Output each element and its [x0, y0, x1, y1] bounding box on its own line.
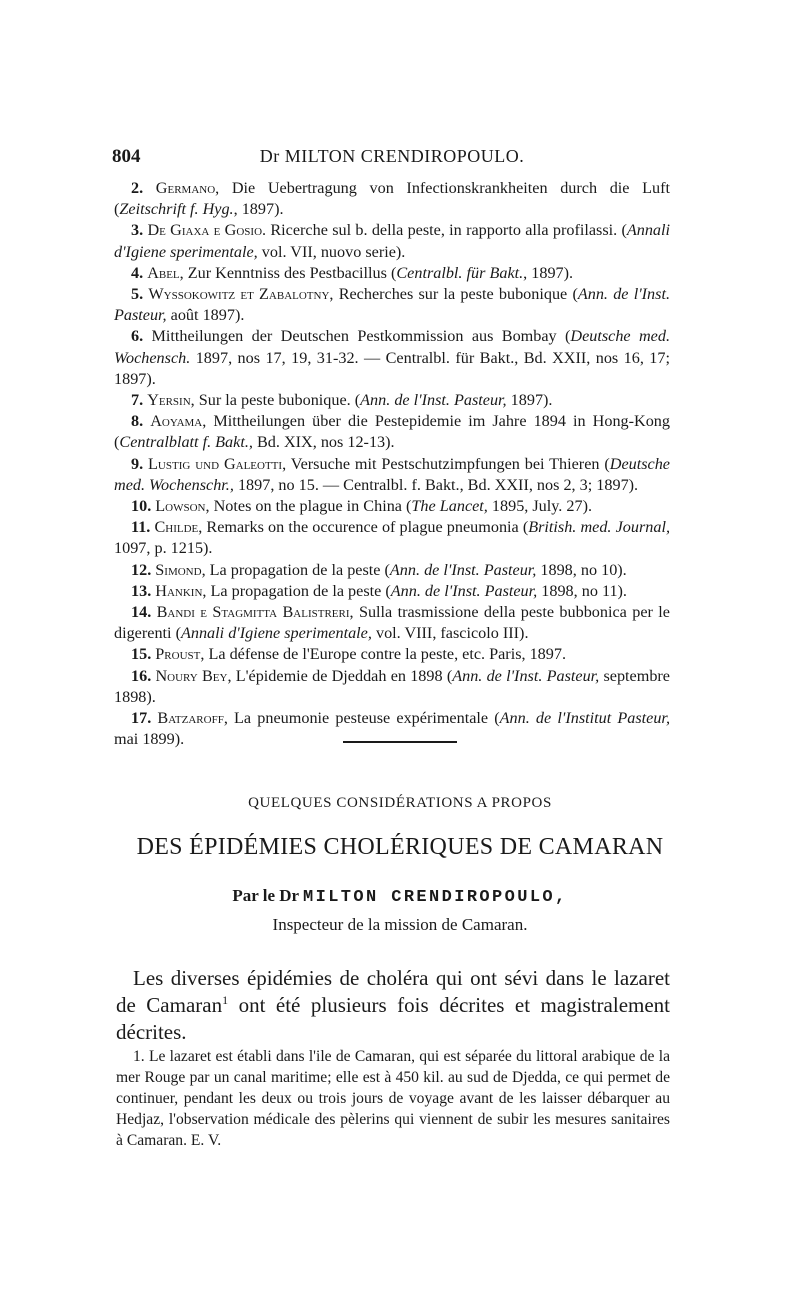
author-affiliation: Inspecteur de la mission de Camaran. [272, 915, 528, 934]
reference-text: , Remarks on the occurence of plague pneumonia ( [198, 518, 529, 537]
reference-author: Childe [154, 518, 199, 537]
reference-entry [114, 496, 670, 517]
footnote: 1. Le lazaret est établi dans l'ile de Camaran, qui est séparée du littoral arabique de la mer Rouge par un canal maritime; elle est à 450 kil. au sud de Djedda, ce qui permet de continuer, pendant les deux ou trois jours de voyage avant de les laisser débarquer au Hedjaz, l'observation médicale des pèlerins qui viennent de subir les mesures sanitaires à Camaran. E. V. [116, 1048, 670, 1149]
reference-number: 7. [131, 391, 148, 410]
reference-number: 16. [131, 666, 156, 685]
reference-author: Aoyama [150, 412, 203, 431]
reference-text-end: 1895, July. 27). [487, 497, 593, 516]
reference-entry [114, 390, 670, 411]
reference-source: Annali d'Igiene sperimentale, [180, 624, 372, 643]
reference-author: Hankin [155, 581, 203, 600]
reference-author: Proust [155, 645, 201, 664]
footnote-marker: 1 [222, 993, 229, 1007]
reference-author: Wyssokowitz et Zabalotny [148, 285, 330, 304]
body-text-start: Les diverses épidémies de choléra qui ont sévi dans le lazaret de Camaran [116, 966, 670, 1017]
reference-number: 4. [131, 263, 148, 282]
reference-text-end: vol. VII, nuovo serie). [257, 242, 406, 261]
reference-entry [114, 454, 670, 496]
reference-author: Lustig und Galeotti [148, 454, 283, 473]
reference-number: 11. [131, 518, 155, 537]
reference-source: Deutsche med. Wochenschr., [114, 454, 670, 494]
reference-number: 14. [131, 603, 157, 622]
reference-entry [114, 666, 670, 708]
reference-source: Ann. de l'Institut Pasteur, [499, 709, 670, 728]
reference-text-end: vol. VIII, fascicolo III). [371, 624, 529, 643]
reference-text: , Notes on the plague in China ( [205, 497, 412, 516]
reference-text-end: 1898, no 10). [536, 560, 627, 579]
reference-number: 6. [131, 327, 152, 346]
article-kicker: QUELQUES CONSIDÉRATIONS A PROPOS [248, 795, 552, 811]
reference-text: , La propagation de la peste ( [201, 560, 390, 579]
body-paragraph [116, 965, 670, 1046]
reference-source: Annali d'Igiene sperimentale, [114, 221, 671, 261]
reference-number: 2. [131, 179, 156, 197]
reference-text-end: 1897, no 15. — Centralbl. f. Bakt., Bd. XXII, nos 2, 3; 1897). [233, 475, 639, 494]
reference-number: 9. [131, 454, 149, 473]
reference-entry [114, 326, 670, 390]
reference-entry [114, 411, 670, 453]
reference-source: Ann. de l'Inst. Pasteur, [390, 581, 538, 600]
reference-number: 8. [131, 412, 151, 431]
reference-author: Simond [155, 560, 202, 579]
reference-text: , La défense de l'Europe contre la peste, etc. Paris, 1897. [200, 645, 567, 664]
running-head [112, 146, 672, 170]
reference-number: 3. [131, 221, 148, 240]
article-title: DES ÉPIDÉMIES CHOLÉRIQUES DE CAMARAN [136, 834, 664, 860]
byline-prefix: Par le Dr [232, 886, 299, 905]
reference-text: , Die Uebertragung von Infectionskrankheiten durch die Luft ( [114, 179, 670, 219]
page-number: 804 [112, 146, 141, 167]
reference-text: , La propagation de la peste ( [202, 581, 391, 600]
reference-number: 12. [131, 560, 156, 579]
reference-entry [114, 517, 670, 559]
reference-text: , Zur Kenntniss des Pestbacillus ( [179, 263, 397, 282]
reference-text: , L'épidemie de Djeddah en 1898 ( [227, 666, 453, 685]
reference-entry [114, 263, 670, 284]
reference-text-end: août 1897). [166, 306, 245, 325]
reference-source: The Lancet, [411, 497, 488, 516]
reference-source: British. med. Journal, [528, 518, 670, 537]
reference-number: 15. [131, 645, 156, 664]
reference-entry [114, 284, 670, 326]
article-byline [0, 886, 800, 907]
reference-text-end: septembre 1898). [114, 666, 670, 706]
reference-text: , Versuche mit Pestschutzimpfungen bei Thieren ( [282, 454, 610, 473]
reference-source: Ann. de l'Inst. Pasteur, [452, 666, 600, 685]
reference-number: 13. [131, 581, 156, 600]
reference-text-end: 1898, no 11). [537, 581, 627, 600]
reference-author: Germano [155, 179, 216, 197]
reference-source: Zeitschrift f. Hyg. [119, 200, 234, 219]
running-title: Dr MILTON CRENDIROPOULO. [259, 146, 525, 166]
reference-text-end: , 1897). [523, 263, 574, 282]
reference-text-end: 1897, nos 17, 19, 31-32. — Centralbl. für Bakt., Bd. XXII, nos 16, 17; 1897). [114, 348, 670, 388]
reference-author: Abel [147, 263, 180, 282]
reference-entry [114, 708, 670, 750]
reference-source: Centralbl. für Bakt. [396, 263, 524, 282]
reference-text-end: , 1897). [233, 200, 284, 219]
section-divider [343, 741, 457, 743]
reference-number: 5. [131, 285, 149, 304]
reference-number: 17. [131, 709, 158, 728]
reference-source: Deutsche med. Wochensch. [114, 327, 671, 367]
reference-entry [114, 178, 670, 220]
reference-source: Centralblatt f. Bakt., [119, 433, 253, 452]
reference-text: , La pneumonie pesteuse expérimentale ( [223, 709, 500, 728]
reference-text: , Sulla trasmissione della peste bubbonica per le digerenti ( [114, 603, 670, 643]
reference-author: Yersin [147, 391, 191, 410]
reference-text: . Ricerche sul b. della peste, in rapporto alla profilassi. ( [262, 221, 627, 240]
reference-text-end: Bd. XIX, nos 12-13). [252, 433, 395, 452]
reference-source: Ann. de l'Inst. Pasteur, [389, 560, 537, 579]
reference-entry [114, 220, 670, 262]
reference-entry [114, 602, 670, 644]
body-text-end: ont été plusieurs fois décrites et magistralement décrites. [116, 993, 671, 1044]
reference-author: Lowson [155, 497, 206, 516]
reference-text-end: 1897). [506, 391, 553, 410]
reference-author: Batzaroff [157, 709, 224, 728]
reference-text: , Sur la peste bubonique. ( [190, 391, 361, 410]
reference-text-end: mai 1899). [114, 730, 185, 749]
reference-entry [114, 560, 670, 581]
reference-source: Ann. de l'Inst. Pasteur, [360, 391, 507, 410]
reference-entry [114, 581, 670, 602]
reference-author: De Giaxa e Gosio [147, 221, 263, 240]
reference-number: 10. [131, 497, 156, 516]
reference-list [114, 178, 670, 750]
reference-text-end: 1097, p. 1215). [114, 539, 213, 558]
reference-text: , Recherches sur la peste bubonique ( [329, 285, 578, 304]
author-name: MILTON CRENDIROPOULO, [303, 888, 568, 907]
reference-text: Mittheilungen der Deutschen Pestkommission aus Bombay ( [151, 327, 571, 346]
reference-author: Bandi e Stagmitta Balistreri [156, 603, 350, 622]
reference-text: , Mittheilungen über die Pestepidemie im Jahre 1894 in Hong-Kong ( [114, 412, 670, 452]
reference-author: Noury Bey [155, 666, 228, 685]
reference-entry [114, 644, 670, 665]
reference-source: Ann. de l'Inst. Pasteur, [114, 285, 670, 325]
